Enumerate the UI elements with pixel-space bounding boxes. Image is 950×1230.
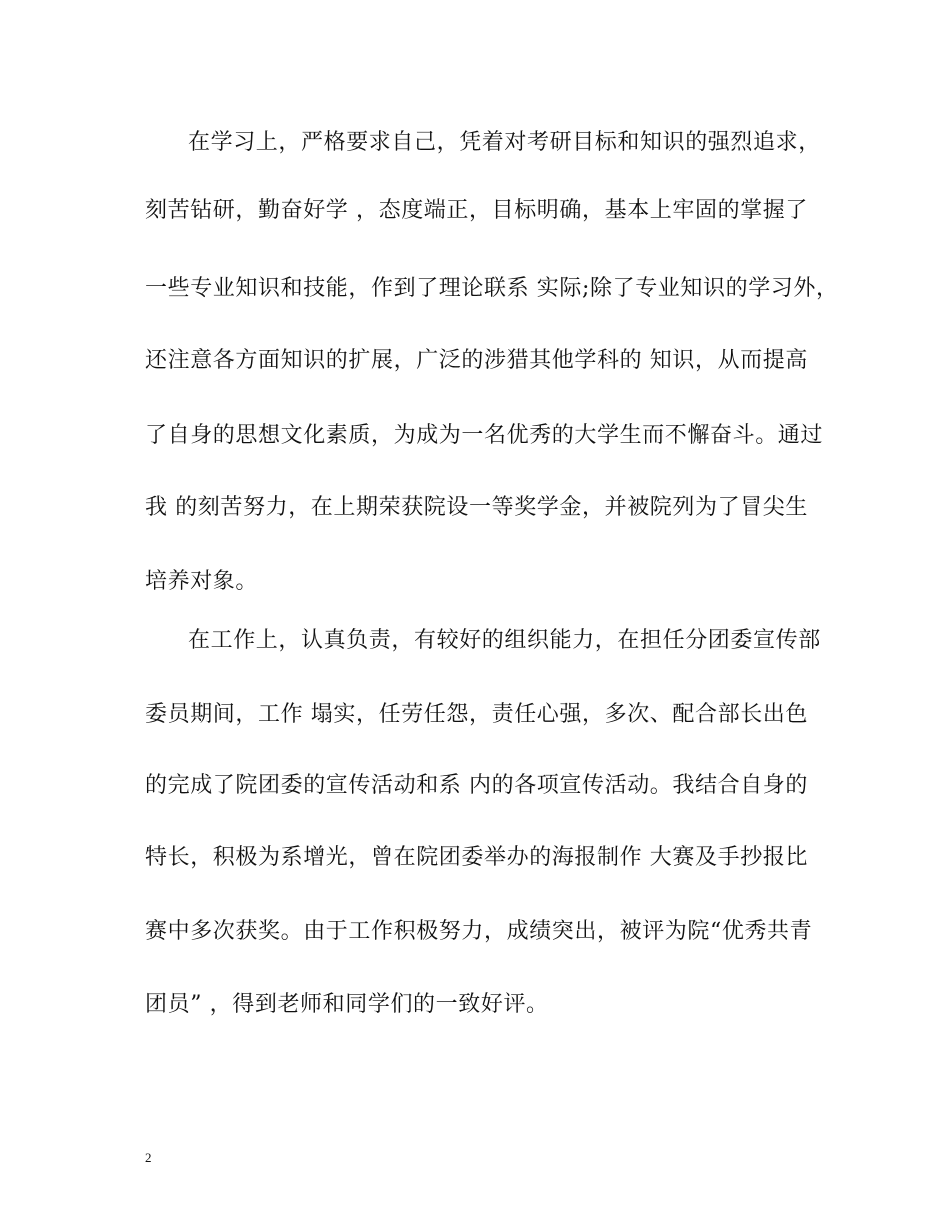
text-line-2: 刻苦钻研，勤奋好学 ，态度端正，目标明确，基本上牢固的掌握了 xyxy=(145,198,808,223)
text-line-6: 我 的刻苦努力，在上期荣获院设一等奖学金，并被院列为了冒尖生 xyxy=(145,495,808,520)
page-number: 2 xyxy=(145,1150,152,1165)
text-line-12: 赛中多次获奖。由于工作积极努力，成绩突出，被评为院“优秀共青 xyxy=(145,919,813,944)
text-line-1: 在学习上，严格要求自己，凭着对考研目标和知识的强烈追求， xyxy=(188,130,821,155)
text-line-10: 的完成了院团委的宣传活动和系 内的各项宣传活动。我结合自身的 xyxy=(145,773,808,798)
text-line-4: 还注意各方面知识的扩展，广泛的涉猎其他学科的 知识，从而提高 xyxy=(145,348,808,373)
text-line-11: 特长，积极为系增光，曾在院团委举办的海报制作 大赛及手抄报比 xyxy=(145,845,808,870)
text-line-3: 一些专业知识和技能，作到了理论联系 实际;除了专业知识的学习外， xyxy=(145,276,839,301)
text-line-8: 在工作上，认真负责，有较好的组织能力，在担任分团委宣传部 xyxy=(188,628,821,653)
text-line-5: 了自身的思想文化素质，为成为一名优秀的大学生而不懈奋斗。通过 xyxy=(145,423,824,448)
text-line-7: 培养对象。 xyxy=(145,569,259,594)
text-line-9: 委员期间，工作 塌实，任劳任怨，责任心强，多次、配合部长出色 xyxy=(145,702,808,727)
text-line-13: 团员” ，得到老师和同学们的一致好评。 xyxy=(145,992,549,1017)
